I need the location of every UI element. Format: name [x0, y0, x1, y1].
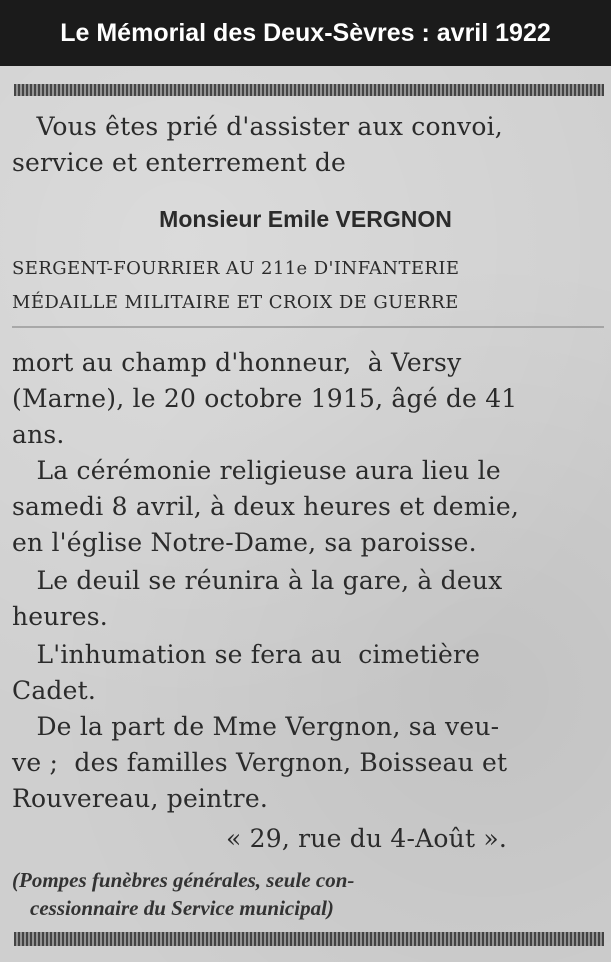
ceremony-line-2: samedi 8 avril, à deux heures et demie, [12, 492, 520, 521]
family-line-1: De la part de Mme Vergnon, sa veu- [12, 712, 500, 741]
mourning-line-2: heures. [12, 602, 108, 631]
deceased-name: Monsieur Emile VERGNON [159, 206, 452, 232]
page-title: Le Mémorial des Deux-Sèvres : avril 1922 [0, 0, 611, 66]
mourning-line-1: Le deuil se réunira à la gare, à deux [12, 566, 503, 595]
burial-line-1: L'inhumation se fera au cimetière [12, 640, 481, 669]
address-line: « 29, rue du 4-Août ». [226, 824, 507, 853]
medals-line: MÉDAILLE MILITAIRE ET CROIX DE GUERRE [12, 292, 459, 313]
funeral-services-line-2: cessionnaire du Service municipal) [30, 896, 334, 920]
family-line-2: ve ; des familles Vergnon, Boisseau et [12, 748, 508, 777]
death-line-3: ans. [12, 420, 65, 449]
section-divider [12, 326, 604, 328]
ceremony-line-3: en l'église Notre-Dame, sa paroisse. [12, 528, 477, 557]
rank-line: SERGENT-FOURRIER AU 211e D'INFANTERIE [12, 258, 460, 279]
burial-line-2: Cadet. [12, 676, 97, 705]
bottom-ornamental-rule [14, 932, 604, 946]
funeral-services-line-1: (Pompes funèbres générales, seule con- [12, 868, 355, 892]
death-line-2: (Marne), le 20 octobre 1915, âgé de 41 [12, 384, 518, 413]
intro-line-1: Vous êtes prié d'assister aux convoi, [12, 112, 503, 141]
top-ornamental-rule [14, 84, 604, 96]
newspaper-clipping [0, 66, 611, 962]
death-line-1: mort au champ d'honneur, à Versy [12, 348, 462, 377]
ceremony-line-1: La cérémonie religieuse aura lieu le [12, 456, 501, 485]
intro-line-2: service et enterrement de [12, 148, 347, 177]
family-line-3: Rouvereau, peintre. [12, 784, 268, 813]
